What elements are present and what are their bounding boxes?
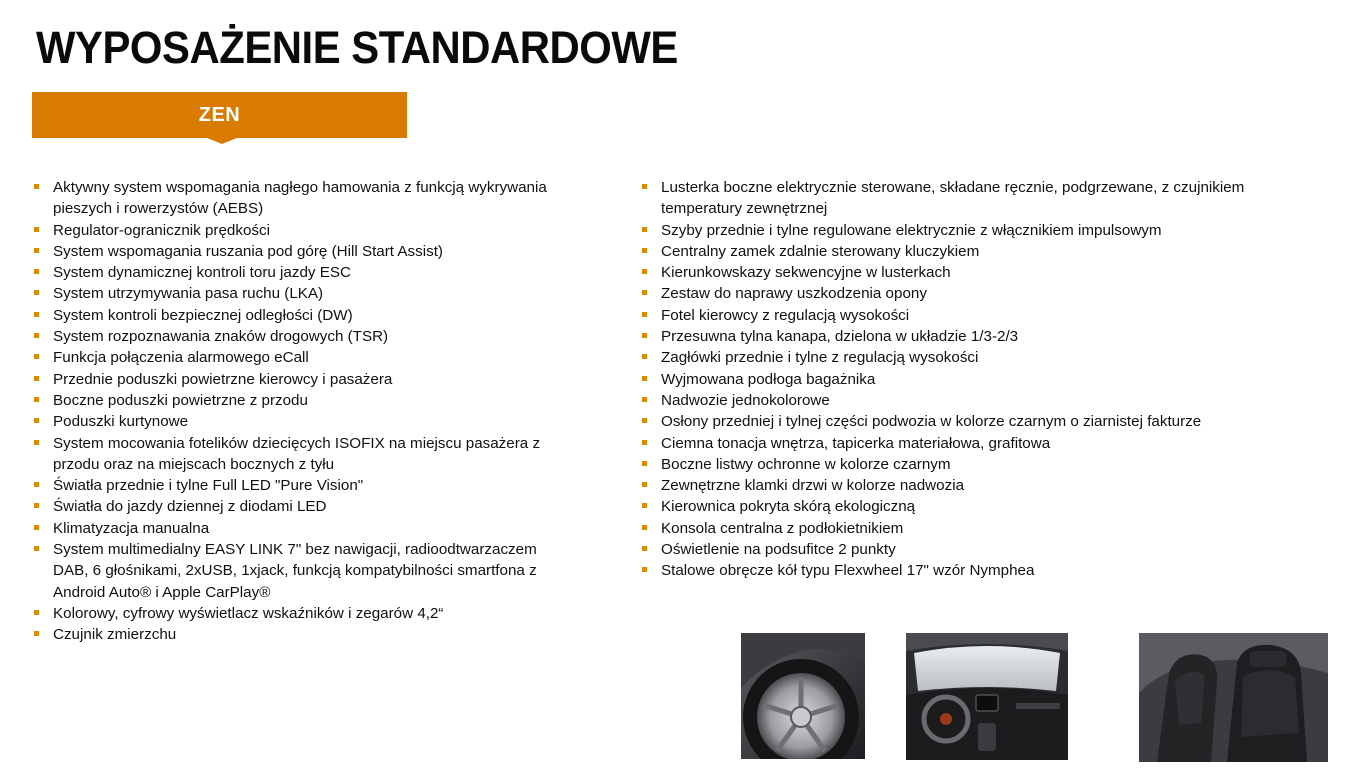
list-item: Ciemna tonacja wnętrza, tapicerka materiałowa, grafitowa: [642, 433, 1342, 454]
list-item: System utrzymywania pasa ruchu (LKA): [34, 283, 594, 304]
list-item: Klimatyzacja manualna: [34, 518, 594, 539]
list-item: Regulator-ogranicznik prędkości: [34, 220, 594, 241]
list-item: Oświetlenie na podsufitce 2 punkty: [642, 539, 1342, 560]
list-item: Nadwozie jednokolorowe: [642, 390, 1342, 411]
list-item: Kolorowy, cyfrowy wyświetlacz wskaźników i zegarów 4,2“: [34, 603, 594, 624]
list-item: Szyby przednie i tylne regulowane elektrycznie z włącznikiem impulsowym: [642, 220, 1342, 241]
list-item: Wyjmowana podłoga bagażnika: [642, 369, 1342, 390]
list-item: Centralny zamek zdalnie sterowany kluczykiem: [642, 241, 1342, 262]
list-item: Konsola centralna z podłokietnikiem: [642, 518, 1342, 539]
left-feature-list: [34, 177, 594, 646]
seats-photo: [1139, 633, 1328, 762]
list-item: System kontroli bezpiecznej odległości (DW): [34, 305, 594, 326]
list-item: System mocowania fotelików dziecięcych ISOFIX na miejscu pasażera z przodu oraz na miejscach bocznych z tyłu: [34, 433, 594, 476]
list-item: Boczne listwy ochronne w kolorze czarnym: [642, 454, 1342, 475]
list-item: Kierownica pokryta skórą ekologiczną: [642, 496, 1342, 517]
list-item: Zestaw do naprawy uszkodzenia opony: [642, 283, 1342, 304]
list-item: Funkcja połączenia alarmowego eCall: [34, 347, 594, 368]
list-item: System dynamicznej kontroli toru jazdy ESC: [34, 262, 594, 283]
list-item: Światła przednie i tylne Full LED "Pure Vision": [34, 475, 594, 496]
dashboard-photo: [906, 633, 1068, 760]
list-item: System rozpoznawania znaków drogowych (TSR): [34, 326, 594, 347]
list-item: Światła do jazdy dziennej z diodami LED: [34, 496, 594, 517]
list-item: Poduszki kurtynowe: [34, 411, 594, 432]
list-item: Zewnętrzne klamki drzwi w kolorze nadwozia: [642, 475, 1342, 496]
list-item: System multimedialny EASY LINK 7" bez nawigacji, radioodtwarzaczem DAB, 6 głośnikami, 2xUSB, 1xjack, funkcją kompatybilności smartfona z Android Auto® i Apple CarPlay®: [34, 539, 594, 603]
list-item: Przesuwna tylna kanapa, dzielona w układzie 1/3-2/3: [642, 326, 1342, 347]
list-item: Boczne poduszki powietrzne z przodu: [34, 390, 594, 411]
list-item: Przednie poduszki powietrzne kierowcy i pasażera: [34, 369, 594, 390]
trim-badge: [32, 92, 407, 144]
trim-label: ZEN: [198, 103, 241, 126]
list-item: Kierunkowskazy sekwencyjne w lusterkach: [642, 262, 1342, 283]
page-title: WYPOSAŻENIE STANDARDOWE: [36, 22, 678, 73]
list-item: Lusterka boczne elektrycznie sterowane, składane ręcznie, podgrzewane, z czujnikiem temperatury zewnętrznej: [642, 177, 1342, 220]
list-item: Fotel kierowcy z regulacją wysokości: [642, 305, 1342, 326]
wheel-photo: [741, 633, 865, 759]
list-item: Zagłówki przednie i tylne z regulacją wysokości: [642, 347, 1342, 368]
list-item: System wspomagania ruszania pod górę (Hill Start Assist): [34, 241, 594, 262]
list-item: Stalowe obręcze kół typu Flexwheel 17" wzór Nymphea: [642, 560, 1342, 581]
list-item: Osłony przedniej i tylnej części podwozia w kolorze czarnym o ziarnistej fakturze: [642, 411, 1342, 432]
list-item: Aktywny system wspomagania nagłego hamowania z funkcją wykrywania pieszych i rowerzystów (AEBS): [34, 177, 594, 220]
list-item: Czujnik zmierzchu: [34, 624, 594, 645]
right-feature-list: [642, 177, 1342, 582]
